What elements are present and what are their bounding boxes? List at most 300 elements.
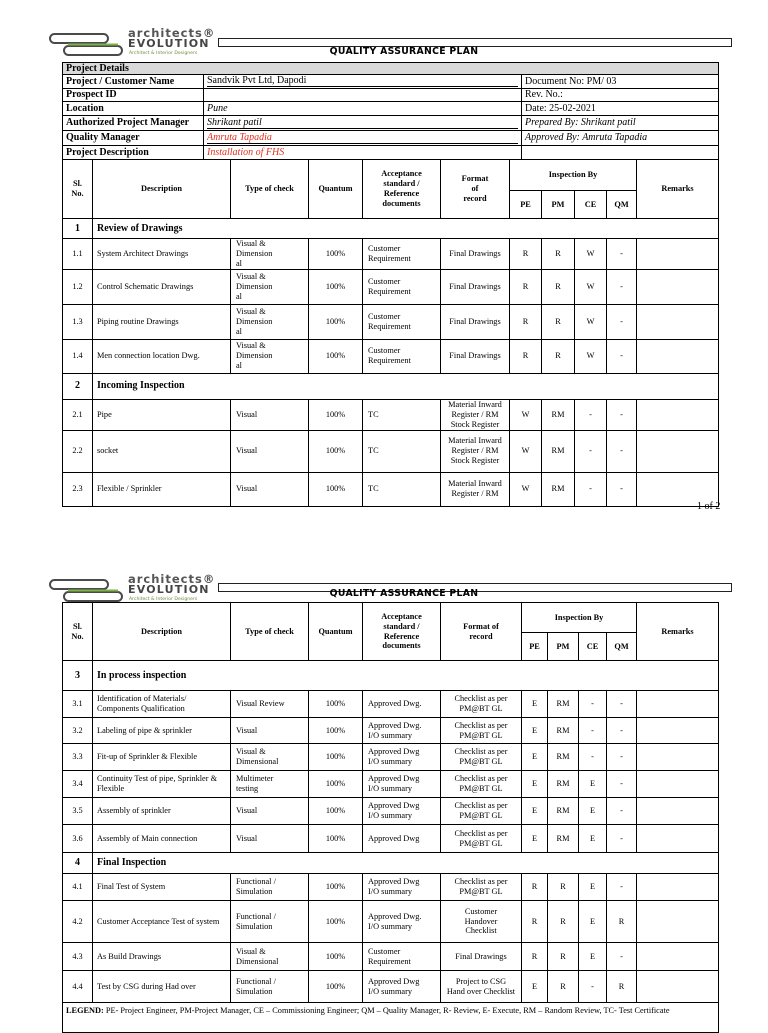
- column-header-acceptance: Acceptance standard / Reference documents: [363, 603, 441, 661]
- project-detail-value-text: Shrikant patil: [207, 118, 518, 129]
- acceptance-standard-cell: [363, 239, 441, 270]
- item-description: Fit-up of Sprinkler & Flexible: [97, 752, 198, 762]
- project-details-heading: Project Details: [63, 63, 719, 75]
- legend-row: [63, 1003, 719, 1033]
- item-number-cell: [63, 825, 93, 853]
- inspection-pe: R: [522, 316, 529, 326]
- type-of-check: Functional / Simulation: [236, 911, 276, 931]
- inspection-pe-cell: [510, 399, 542, 430]
- quantum: 100%: [325, 951, 346, 961]
- project-detail-label: Project Description: [63, 146, 204, 160]
- type-of-check: Visual & Dimensional: [236, 271, 273, 301]
- type-of-check: Visual Review: [236, 699, 285, 709]
- qap-table-page-1: [62, 159, 719, 499]
- item-description: Final Test of System: [97, 882, 166, 892]
- inspection-pm-cell: [542, 239, 575, 270]
- quantum: 100%: [325, 484, 346, 494]
- logo-text-evolution: EVOLUTION: [128, 37, 210, 50]
- column-header-description: Description: [93, 603, 231, 661]
- inspection-pm-cell: [548, 718, 579, 744]
- item-number: 4.3: [72, 951, 83, 961]
- inspection-qm-cell: [607, 430, 637, 472]
- item-description: Identification of Materials/ Components Qualification: [97, 694, 187, 713]
- inspection-pm: R: [555, 316, 561, 326]
- inspection-pm-cell: [548, 825, 579, 853]
- project-detail-right: Prepared By: Shrikant patil: [522, 116, 719, 131]
- inspection-ce-cell: [579, 825, 607, 853]
- item-description: Piping routine Drawings: [97, 316, 179, 326]
- quantum: 100%: [325, 409, 346, 419]
- project-detail-value: [204, 102, 522, 116]
- table-row: [63, 771, 719, 798]
- type-of-check: Visual & Dimensional: [236, 341, 273, 371]
- qap-table: [62, 602, 719, 1033]
- inspection-ce-cell: [579, 798, 607, 825]
- column-header-pe: PE: [522, 633, 548, 661]
- acceptance-standard-cell: [363, 269, 441, 304]
- inspection-qm: -: [620, 316, 623, 326]
- quantum: 100%: [325, 699, 346, 709]
- table-row: [63, 943, 719, 971]
- inspection-qm: -: [620, 484, 623, 494]
- logo-text-architects: architects®: [128, 572, 216, 586]
- acceptance-standard: Approved Dwg I/O summary: [368, 877, 420, 896]
- inspection-pe-cell: [522, 771, 548, 798]
- item-description-cell: [93, 472, 231, 506]
- acceptance-standard-cell: [363, 901, 441, 943]
- type-of-check-cell: [231, 269, 309, 304]
- project-detail-label: Project / Customer Name: [63, 75, 204, 89]
- format-of-record: Material Inward Register / RM: [448, 479, 502, 499]
- format-of-record-cell: [441, 874, 522, 901]
- project-detail-row: [63, 89, 719, 102]
- item-description-cell: [93, 399, 231, 430]
- qap-table: [62, 159, 719, 507]
- format-of-record-cell: [441, 430, 510, 472]
- inspection-pm: RM: [556, 725, 570, 735]
- project-detail-row: [63, 146, 719, 160]
- quantum-cell: [309, 825, 363, 853]
- quantum-cell: [309, 399, 363, 430]
- acceptance-standard: Approved Dwg: [368, 833, 420, 843]
- item-description-cell: [93, 971, 231, 1003]
- format-of-record: Checklist as per PM@BT GL: [454, 801, 508, 820]
- section-title: In process inspection: [93, 661, 719, 691]
- item-description-cell: [93, 718, 231, 744]
- type-of-check: Visual: [236, 484, 258, 494]
- acceptance-standard: Approved Dwg.: [368, 699, 422, 709]
- inspection-pe-cell: [522, 943, 548, 971]
- inspection-qm-cell: [607, 971, 637, 1003]
- type-of-check-cell: [231, 825, 309, 853]
- item-description: Control Schematic Drawings: [97, 281, 194, 291]
- project-detail-row: [63, 75, 719, 89]
- type-of-check: Visual: [236, 446, 258, 456]
- remarks-cell: [637, 744, 719, 771]
- column-header-remarks: Remarks: [637, 603, 719, 661]
- item-description-cell: [93, 744, 231, 771]
- column-header-description: Description: [93, 160, 231, 219]
- table-row: [63, 430, 719, 472]
- column-header-type-of-check: Type of check: [231, 603, 309, 661]
- remarks-cell: [637, 943, 719, 971]
- type-of-check: Multimeter testing: [236, 774, 274, 793]
- inspection-qm: -: [620, 409, 623, 419]
- format-of-record: Material Inward Register / RM Stock Register: [448, 399, 502, 429]
- inspection-qm: -: [620, 725, 623, 735]
- item-number-cell: [63, 472, 93, 506]
- format-of-record: Checklist as per PM@BT GL: [454, 828, 508, 848]
- item-number-cell: [63, 798, 93, 825]
- inspection-pe: W: [521, 484, 530, 494]
- inspection-pe: E: [531, 779, 538, 789]
- item-number-cell: [63, 269, 93, 304]
- item-number: 4.2: [72, 916, 83, 926]
- item-number-cell: [63, 744, 93, 771]
- item-number-cell: [63, 339, 93, 373]
- type-of-check: Visual: [236, 806, 258, 816]
- format-of-record-cell: [441, 239, 510, 270]
- inspection-pe-cell: [510, 239, 542, 270]
- inspection-pm-cell: [548, 798, 579, 825]
- item-number: 3.3: [72, 752, 83, 762]
- column-header-format: Format of record: [441, 603, 522, 661]
- inspection-ce: E: [589, 833, 596, 843]
- inspection-pe-cell: [522, 825, 548, 853]
- quantum: 100%: [325, 316, 346, 326]
- item-number: 4.4: [72, 981, 83, 991]
- remarks-cell: [637, 825, 719, 853]
- item-description: System Architect Drawings: [97, 248, 189, 258]
- format-of-record-cell: [441, 971, 522, 1003]
- project-detail-right: Date: 25-02-2021: [522, 102, 719, 116]
- format-of-record-cell: [441, 399, 510, 430]
- inspection-qm: -: [620, 351, 623, 361]
- acceptance-standard: Customer Requirement: [368, 346, 411, 366]
- column-header-format: Format of record: [441, 160, 510, 219]
- item-number: 2.2: [72, 446, 83, 456]
- inspection-pm-cell: [542, 399, 575, 430]
- inspection-qm: -: [620, 951, 623, 961]
- company-logo: [48, 573, 228, 605]
- section-row: [63, 853, 719, 874]
- inspection-qm-cell: [607, 304, 637, 339]
- table-row: [63, 472, 719, 506]
- format-of-record: Final Drawings: [455, 951, 507, 961]
- inspection-pe: E: [531, 752, 538, 762]
- inspection-ce: E: [589, 882, 596, 892]
- format-of-record: Checklist as per PM@BT GL: [454, 720, 508, 740]
- inspection-pm: RM: [551, 484, 565, 494]
- item-description-cell: [93, 901, 231, 943]
- remarks-cell: [637, 399, 719, 430]
- acceptance-standard: Customer Requirement: [368, 243, 411, 263]
- section-row: [63, 661, 719, 691]
- quantum: 100%: [325, 833, 346, 843]
- acceptance-standard-cell: [363, 339, 441, 373]
- item-number: 2.1: [72, 409, 83, 419]
- inspection-ce: -: [591, 725, 594, 735]
- remarks-cell: [637, 430, 719, 472]
- project-detail-value: [204, 116, 522, 131]
- acceptance-standard: Approved Dwg I/O summary: [368, 801, 420, 820]
- item-description-cell: [93, 874, 231, 901]
- table-row: [63, 239, 719, 270]
- quantum-cell: [309, 771, 363, 798]
- section-number: 2: [63, 373, 93, 399]
- remarks-cell: [637, 901, 719, 943]
- inspection-ce-cell: [575, 269, 607, 304]
- inspection-pe: E: [531, 725, 538, 735]
- remarks-cell: [637, 971, 719, 1003]
- inspection-pm: R: [560, 916, 566, 926]
- inspection-pm: RM: [556, 779, 570, 789]
- column-header-qm: QM: [607, 633, 637, 661]
- inspection-pe-cell: [522, 901, 548, 943]
- inspection-pm: RM: [556, 752, 570, 762]
- inspection-ce: -: [591, 699, 594, 709]
- format-of-record-cell: [441, 744, 522, 771]
- quantum-cell: [309, 269, 363, 304]
- inspection-qm-cell: [607, 744, 637, 771]
- project-detail-value-text: Pune: [207, 102, 228, 114]
- inspection-ce-cell: [579, 874, 607, 901]
- item-number-cell: [63, 971, 93, 1003]
- acceptance-standard-cell: [363, 304, 441, 339]
- item-description: Customer Acceptance Test of system: [97, 916, 220, 926]
- document-title: QUALITY ASSURANCE PLAN: [329, 588, 479, 599]
- acceptance-standard: Approved Dwg. I/O summary: [368, 720, 422, 740]
- document-title: QUALITY ASSURANCE PLAN: [329, 46, 479, 57]
- item-description-cell: [93, 269, 231, 304]
- type-of-check-cell: [231, 874, 309, 901]
- project-detail-right: Approved By: Amruta Tapadia: [522, 131, 719, 146]
- format-of-record: Final Drawings: [449, 248, 501, 258]
- type-of-check-cell: [231, 399, 309, 430]
- acceptance-standard: Approved Dwg. I/O summary: [368, 911, 422, 931]
- project-detail-value: [204, 146, 522, 160]
- type-of-check: Visual: [236, 409, 258, 419]
- format-of-record-cell: [441, 825, 522, 853]
- quantum-cell: [309, 798, 363, 825]
- item-number-cell: [63, 901, 93, 943]
- inspection-ce: E: [589, 779, 596, 789]
- format-of-record-cell: [441, 943, 522, 971]
- type-of-check-cell: [231, 339, 309, 373]
- type-of-check-cell: [231, 901, 309, 943]
- remarks-cell: [637, 771, 719, 798]
- remarks-cell: [637, 874, 719, 901]
- project-detail-value: [204, 131, 522, 146]
- quantum-cell: [309, 901, 363, 943]
- column-header-remarks: Remarks: [637, 160, 719, 219]
- item-number-cell: [63, 399, 93, 430]
- inspection-pm: R: [555, 281, 561, 291]
- quantum-cell: [309, 691, 363, 718]
- inspection-pm: R: [555, 351, 561, 361]
- item-number: 3.4: [72, 779, 83, 789]
- inspection-qm: -: [620, 833, 623, 843]
- remarks-cell: [637, 304, 719, 339]
- item-number: 2.3: [72, 484, 83, 494]
- inspection-ce: W: [586, 281, 595, 291]
- type-of-check: Functional / Simulation: [236, 877, 276, 896]
- item-number: 1.2: [72, 281, 83, 291]
- column-header-pm: PM: [548, 633, 579, 661]
- type-of-check: Visual: [236, 725, 258, 735]
- inspection-qm-cell: [607, 771, 637, 798]
- inspection-qm: -: [620, 882, 623, 892]
- inspection-ce: -: [591, 752, 594, 762]
- type-of-check-cell: [231, 239, 309, 270]
- project-detail-right: Document No: PM/ 03: [522, 75, 719, 89]
- item-number: 4.1: [72, 882, 83, 892]
- remarks-cell: [637, 269, 719, 304]
- inspection-ce-cell: [579, 691, 607, 718]
- inspection-pe-cell: [510, 472, 542, 506]
- inspection-pm: R: [560, 882, 566, 892]
- inspection-pe-cell: [510, 304, 542, 339]
- quantum: 100%: [325, 351, 346, 361]
- quantum-cell: [309, 304, 363, 339]
- project-details-table: [62, 62, 719, 160]
- inspection-pe-cell: [510, 430, 542, 472]
- inspection-pm-cell: [542, 430, 575, 472]
- project-details-heading-row: [63, 63, 719, 75]
- quantum: 100%: [325, 725, 346, 735]
- inspection-ce-cell: [575, 339, 607, 373]
- format-of-record: Checklist as per PM@BT GL: [454, 694, 508, 713]
- inspection-pe: E: [531, 981, 538, 991]
- inspection-ce: E: [589, 806, 596, 816]
- table-row: [63, 971, 719, 1003]
- item-description: As Build Drawings: [97, 951, 162, 961]
- acceptance-standard-cell: [363, 691, 441, 718]
- inspection-ce: -: [589, 446, 592, 456]
- logo-tagline: Architect & Interior Designers: [129, 51, 198, 56]
- remarks-cell: [637, 239, 719, 270]
- qap-table-page-2: [62, 602, 719, 1032]
- acceptance-standard: Approved Dwg I/O summary: [368, 747, 420, 766]
- section-title: Final Inspection: [93, 853, 719, 874]
- inspection-qm: R: [618, 916, 625, 926]
- type-of-check-cell: [231, 691, 309, 718]
- column-header-pm: PM: [542, 191, 575, 219]
- inspection-ce: E: [589, 951, 596, 961]
- inspection-qm: -: [620, 779, 623, 789]
- format-of-record-cell: [441, 901, 522, 943]
- item-description: Labeling of pipe & sprinkler: [97, 725, 192, 735]
- inspection-pe: R: [522, 248, 529, 258]
- inspection-qm-cell: [607, 825, 637, 853]
- type-of-check: Visual & Dimensional: [236, 946, 279, 966]
- acceptance-standard-cell: [363, 771, 441, 798]
- format-of-record-cell: [441, 718, 522, 744]
- type-of-check: Visual: [236, 833, 258, 843]
- type-of-check: Visual & Dimensional: [236, 306, 273, 336]
- remarks-cell: [637, 339, 719, 373]
- table-row: [63, 901, 719, 943]
- logo-mark-icon: [48, 31, 126, 59]
- table-header-row: [63, 603, 719, 633]
- format-of-record-cell: [441, 798, 522, 825]
- logo-tagline: Architect & Interior Designers: [129, 597, 198, 602]
- table-row: [63, 718, 719, 744]
- item-number: 1.4: [72, 351, 83, 361]
- quantum: 100%: [325, 779, 346, 789]
- section-row: [63, 219, 719, 239]
- quantum: 100%: [325, 446, 346, 456]
- inspection-ce-cell: [579, 901, 607, 943]
- inspection-pm-cell: [548, 943, 579, 971]
- type-of-check-cell: [231, 744, 309, 771]
- logo-text-evolution: EVOLUTION: [128, 583, 210, 596]
- table-row: [63, 825, 719, 853]
- acceptance-standard-cell: [363, 744, 441, 771]
- item-description-cell: [93, 339, 231, 373]
- inspection-pm-cell: [548, 744, 579, 771]
- format-of-record: Final Drawings: [449, 316, 501, 326]
- format-of-record: Project to CSG Hand over Checklist: [446, 976, 516, 996]
- format-of-record: Checklist as per PM@BT GL: [454, 877, 508, 896]
- format-of-record: Final Drawings: [449, 281, 501, 291]
- inspection-pe: E: [531, 806, 538, 816]
- project-detail-right: Rev. No.:: [522, 89, 719, 102]
- inspection-ce: -: [591, 981, 594, 991]
- inspection-pe-cell: [522, 798, 548, 825]
- item-number: 3.2: [72, 725, 83, 735]
- project-detail-row: [63, 131, 719, 146]
- inspection-ce-cell: [579, 943, 607, 971]
- inspection-ce-cell: [575, 239, 607, 270]
- inspection-ce-cell: [575, 472, 607, 506]
- project-detail-label: Location: [63, 102, 204, 116]
- inspection-pm: RM: [556, 806, 570, 816]
- inspection-ce: W: [586, 351, 595, 361]
- inspection-pe: R: [522, 281, 529, 291]
- project-detail-value: [204, 89, 522, 102]
- inspection-pe: E: [531, 833, 538, 843]
- inspection-ce: E: [589, 916, 596, 926]
- table-row: [63, 874, 719, 901]
- type-of-check-cell: [231, 472, 309, 506]
- inspection-qm: -: [620, 248, 623, 258]
- type-of-check: Functional / Simulation: [236, 976, 276, 996]
- legend-label: LEGEND:: [66, 1006, 104, 1015]
- quantum: 100%: [325, 981, 346, 991]
- type-of-check-cell: [231, 718, 309, 744]
- quantum: 100%: [325, 916, 346, 926]
- inspection-pe-cell: [522, 718, 548, 744]
- project-detail-row: [63, 102, 719, 116]
- format-of-record: Final Drawings: [449, 351, 501, 361]
- acceptance-standard-cell: [363, 399, 441, 430]
- inspection-pm-cell: [548, 901, 579, 943]
- item-number-cell: [63, 691, 93, 718]
- inspection-pm-cell: [542, 472, 575, 506]
- logo-text-architects: architects®: [128, 26, 216, 40]
- project-detail-value: [204, 75, 522, 89]
- item-description-cell: [93, 771, 231, 798]
- format-of-record-cell: [441, 472, 510, 506]
- item-description-cell: [93, 239, 231, 270]
- inspection-qm-cell: [607, 472, 637, 506]
- column-header-pe: PE: [510, 191, 542, 219]
- inspection-qm-cell: [607, 874, 637, 901]
- inspection-qm: -: [620, 752, 623, 762]
- item-number-cell: [63, 430, 93, 472]
- legend: [63, 1003, 719, 1033]
